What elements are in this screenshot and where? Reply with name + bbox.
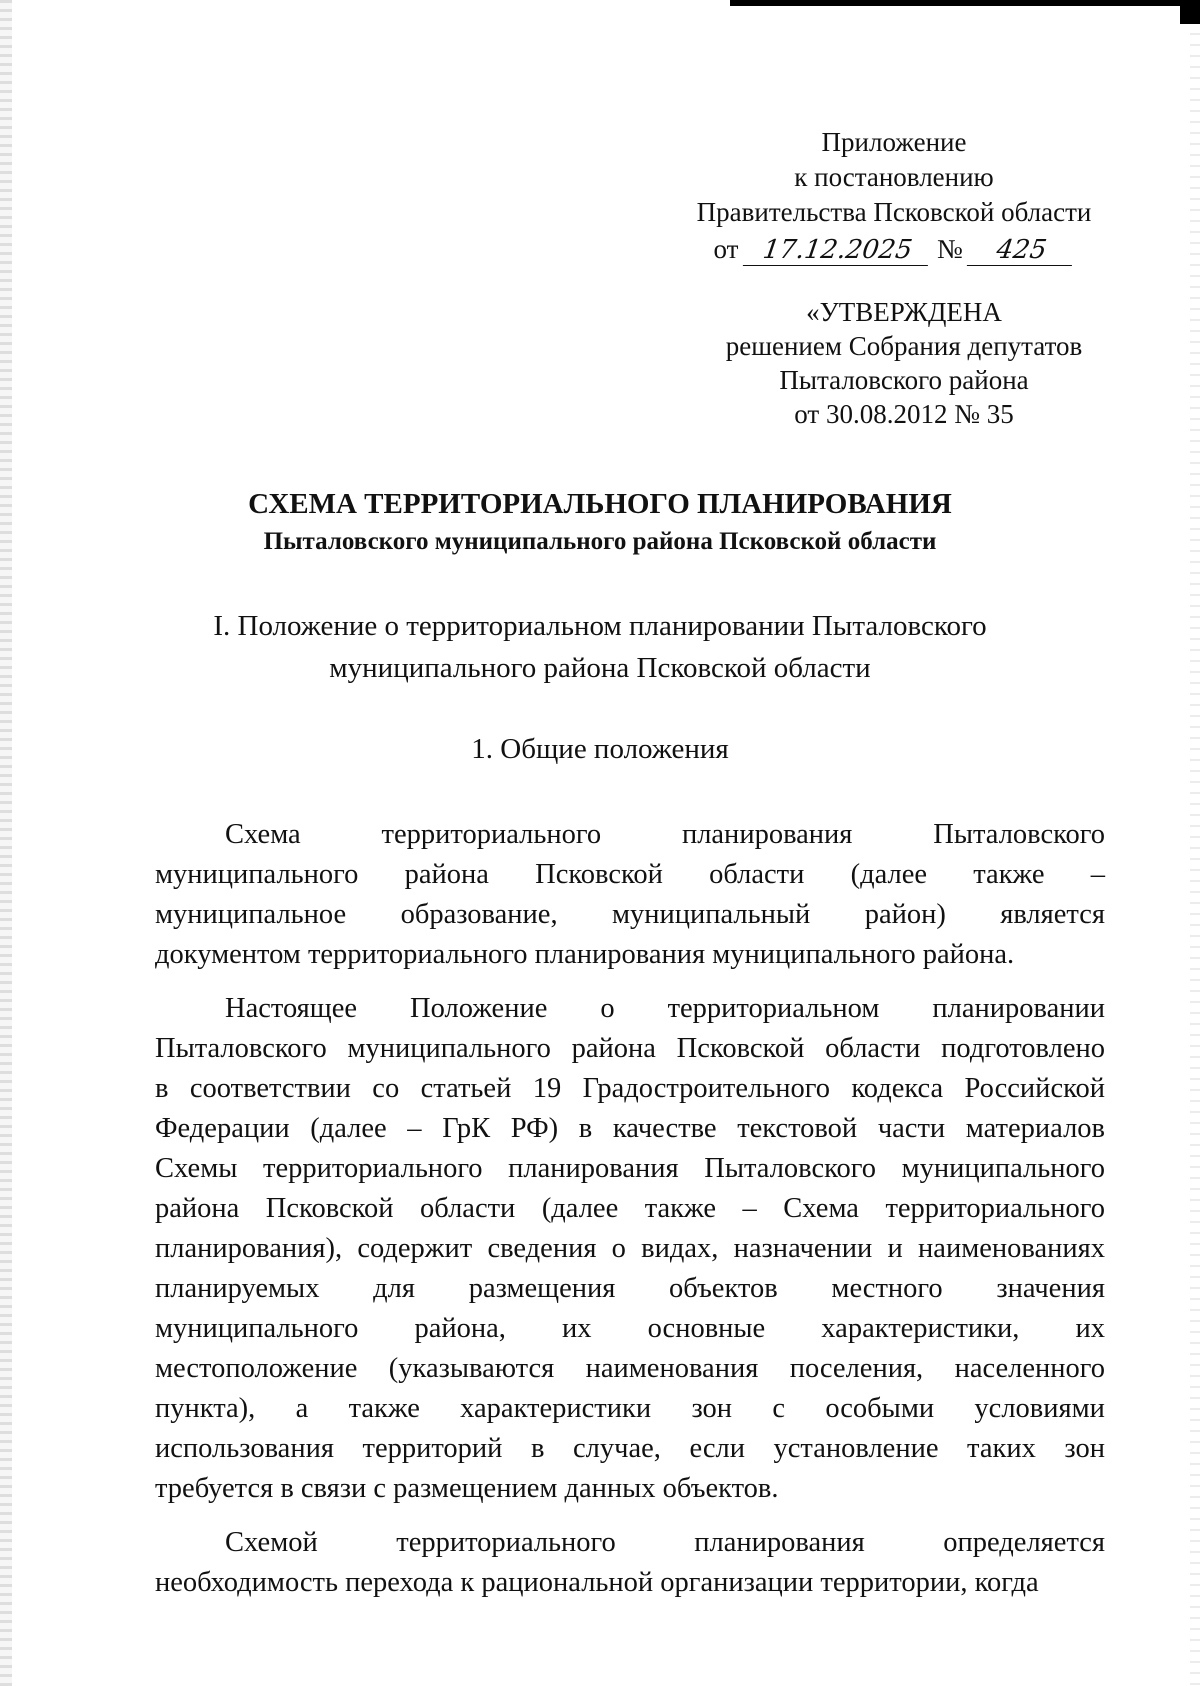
word: также xyxy=(348,1393,420,1424)
number-label: № xyxy=(936,234,963,264)
word: планирования xyxy=(681,819,853,850)
word: размещения xyxy=(468,1273,616,1304)
word: пункта), xyxy=(155,1393,256,1424)
header-line: Приложение xyxy=(821,127,967,157)
approval-line: от 30.08.2012 № 35 xyxy=(794,399,1014,429)
word: Схема xyxy=(225,819,301,850)
approval-line: «УТВЕРЖДЕНА xyxy=(806,297,1002,327)
word: значения xyxy=(996,1273,1105,1304)
text-line xyxy=(155,1309,1105,1349)
text-line xyxy=(155,1389,1105,1429)
word: район) xyxy=(864,899,946,930)
appendix-header xyxy=(674,125,1114,267)
text-line: Пыталовского муниципального района Псковской области подготовлено xyxy=(155,1033,1105,1064)
word: Пыталовского xyxy=(933,819,1105,850)
word: основные xyxy=(647,1313,766,1344)
paragraph xyxy=(155,989,1105,1509)
word: особыми xyxy=(825,1393,935,1424)
scan-right-edge xyxy=(1190,0,1200,1686)
word: территориальном xyxy=(667,993,880,1024)
text-line: Федерации (далее – ГрК РФ) в качестве текстовой части материалов xyxy=(155,1113,1105,1144)
approval-line: решением Собрания депутатов xyxy=(725,331,1083,361)
text-line xyxy=(155,855,1105,895)
word: области xyxy=(709,859,805,890)
header-line: к постановлению xyxy=(794,162,994,192)
word: планировании xyxy=(932,993,1105,1024)
text-line: Схемы территориального планирования Пыталовского муниципального xyxy=(155,1153,1105,1184)
word: планируемых xyxy=(155,1273,320,1304)
paragraph xyxy=(155,1523,1105,1603)
word: а xyxy=(295,1393,309,1424)
word: Схемой xyxy=(225,1527,318,1558)
text-line xyxy=(155,815,1105,855)
header-line: Правительства Псковской области xyxy=(696,197,1092,227)
word: условиями xyxy=(974,1393,1105,1424)
approval-block xyxy=(694,295,1114,431)
handwritten-date: 17.12.2025 xyxy=(743,235,932,266)
scan-corner xyxy=(1180,6,1200,24)
word: для xyxy=(373,1273,415,1304)
word: характеристики xyxy=(460,1393,652,1424)
from-label: от xyxy=(713,234,739,264)
word: является xyxy=(1000,899,1105,930)
word: муниципального xyxy=(155,1313,359,1344)
header-date-line xyxy=(674,232,1114,267)
word: муниципального xyxy=(155,859,359,890)
text-line: района Псковской области (далее также – Схема территориального xyxy=(155,1193,1105,1224)
word: о xyxy=(600,993,615,1024)
word: (далее xyxy=(850,859,928,890)
word: их xyxy=(1075,1313,1105,1344)
text-line: документом территориального планирования муниципального района. xyxy=(155,939,1015,970)
word: – xyxy=(1090,859,1105,890)
word: Настоящее xyxy=(225,993,358,1024)
text-line: в соответствии со статьей 19 Градостроительного кодекса Российской xyxy=(155,1073,1105,1104)
text-line: необходимость перехода к рациональной организации территории, когда xyxy=(155,1567,1039,1598)
word: района, xyxy=(414,1313,506,1344)
word: местного xyxy=(831,1273,943,1304)
word: территориального xyxy=(381,819,602,850)
text-line xyxy=(155,1523,1105,1563)
scan-left-edge xyxy=(0,0,12,1686)
text-line: местоположение (указываются наименования поселения, населенного xyxy=(155,1353,1105,1384)
word: объектов xyxy=(669,1273,778,1304)
text-line: использования территорий в случае, если установление таких зон xyxy=(155,1433,1105,1464)
body-text xyxy=(155,815,1105,1603)
word: муниципальный xyxy=(611,899,811,930)
word: района xyxy=(404,859,489,890)
section-heading-line: муниципального района Псковской области xyxy=(329,652,871,684)
text-line: планирования), содержит сведения о видах, назначении и наименованиях xyxy=(155,1233,1105,1264)
text-line: требуется в связи с размещением данных объектов. xyxy=(155,1473,779,1504)
approval-line: Пыталовского района xyxy=(779,365,1029,395)
word: планирования xyxy=(694,1527,865,1558)
word: их xyxy=(562,1313,592,1344)
handwritten-number: 425 xyxy=(967,235,1076,266)
section-heading xyxy=(140,605,1060,689)
word: определяется xyxy=(943,1527,1105,1558)
section-heading-line: I. Положение о территориальном планировании Пыталовского xyxy=(213,610,987,642)
document-subtitle: Пыталовского муниципального района Псковской области xyxy=(263,528,937,555)
scan-top-edge xyxy=(730,0,1200,6)
word: характеристики, xyxy=(821,1313,1020,1344)
paragraph xyxy=(155,815,1105,975)
word: также xyxy=(973,859,1045,890)
subsection-heading: 1. Общие положения xyxy=(471,733,729,765)
word: образование, xyxy=(400,899,558,930)
text-line xyxy=(155,989,1105,1029)
word: Положение xyxy=(410,993,548,1024)
text-line xyxy=(155,1269,1105,1309)
word: зон xyxy=(691,1393,733,1424)
word: территориального xyxy=(396,1527,616,1558)
document-title: СХЕМА ТЕРРИТОРИАЛЬНОГО ПЛАНИРОВАНИЯ xyxy=(248,488,952,520)
word: муниципальное xyxy=(155,899,347,930)
text-line xyxy=(155,895,1105,935)
word: с xyxy=(772,1393,785,1424)
word: Псковской xyxy=(535,859,663,890)
